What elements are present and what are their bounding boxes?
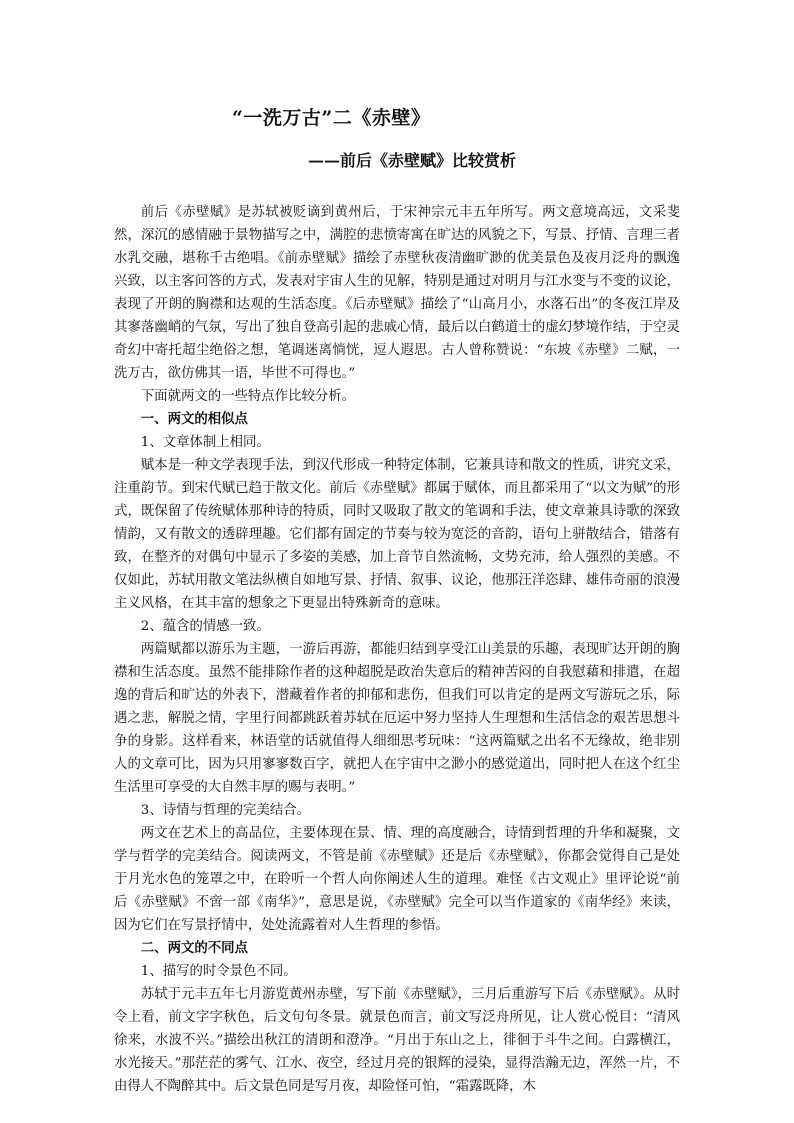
- subheading-emotion: 2、蕴含的情感一致。: [140, 619, 270, 634]
- subheading-genre: 1、文章体制上相同。: [140, 435, 270, 450]
- paragraph-poetry-philosophy: 两文在艺术上的高品位，主要体现在景、情、理的高度融合，诗情到哲理的升华和凝聚，文学与哲学的完美结合。阅读两文，不管是前《赤壁赋》还是后《赤壁赋》，你都会觉得自己是处于月光水色的笼罩之中，在聆听一个哲人向你阐述人生的道理。难怪《古文观止》里评论说“前后《赤壁赋》不啻一部《南华》”，意思是说，《赤壁赋》完全可以当作道家的《南华经》来读，因为它们在写景抒情中，处处流露着对人生哲理的参悟。: [114, 826, 680, 933]
- subheading-season: 1、描写的时令景色不同。: [140, 964, 297, 979]
- paragraph-genre: 赋本是一种文学表现手法，到汉代形成一种特定体制，它兼具诗和散文的性质，讲究文采，注重韵节。到宋代赋已趋于散文化。前后《赤壁赋》都属于赋体，而且都采用了“以文为赋”的形式，既保留了传统赋体那种诗的特质，同时又吸取了散文的笔调和手法，使文章兼具诗歌的深致情韵，又有散文的透辟理趣。它们都有固定的节奏与较为宽泛的音韵，语句上骈散结合，错落有致，在整齐的对偶句中显示了多姿的美感，加上音节自然流畅，文势充沛，给人强烈的美感。不仅如此，苏轼用散文笔法纵横自如地写景、抒情、叙事、议论，他那汪洋恣肆、雄伟奇丽的浪漫主义风格，在其丰富的想象之下更显出特殊新奇的意味。: [114, 458, 680, 611]
- document-subtitle: ——前后《赤壁赋》比较赏析: [308, 151, 517, 170]
- section-heading-differences: 二、两文的不同点: [140, 940, 248, 956]
- paragraph-transition: 下面就两文的一些特点作比较分析。: [140, 389, 356, 404]
- paragraph-intro: 前后《赤壁赋》是苏轼被贬谪到黄州后，于宋神宗元丰五年所写。两文意境高远，文采斐然，深沉的感情融于景物描写之中，满腔的悲愤寄寓在旷达的风貌之下，写景、抒情、言理三者水乳交融，堪称千古绝唱。《前赤壁赋》描绘了赤壁秋夜清幽旷渺的优美景色及夜月泛舟的飘逸兴致，以主客问答的方式，发表对宇宙人生的见解，特别是通过对明月与江水变与不变的议论，表现了开朗的胸襟和达观的生活态度。《后赤壁赋》描绘了“山高月小，水落石出”的冬夜江岸及其寥落幽峭的气氛，写出了独自登高引起的悲戚心情，最后以白鹤道士的虚幻梦境作结，于空灵奇幻中寄托超尘绝俗之想，笔调迷离惝恍，逗人遐思。古人曾称赞说：“东坡《赤壁》二赋，一洗万古，欲仿佛其一语，毕世不可得也。”: [114, 205, 680, 381]
- document-title: “一洗万古”二《赤壁》: [232, 107, 431, 129]
- document-body: [114, 201, 680, 1098]
- section-heading-similarities: 一、两文的相似点: [140, 411, 248, 427]
- paragraph-season: 苏轼于元丰五年七月游览黄州赤壁，写下前《赤壁赋》，三月后重游写下后《赤壁赋》。从时令上看，前文字字秋色，后文句句冬景。就景色而言，前文写泛舟所见，让人赏心悦目：“清风徐来，水波不兴。”描绘出秋江的清朗和澄净。“月出于东山之上，徘徊于斗牛之间。白露横江，水光接天。”那茫茫的雾气、江水、夜空，经过月亮的银辉的浸染，显得浩瀚无边，浑然一片，不由得人不陶醉其中。后文景色同是写月夜，却险怪可怕，“霜露既降，木: [114, 987, 680, 1094]
- paragraph-emotion: 两篇赋都以游乐为主题，一游后再游，都能归结到享受江山美景的乐趣，表现旷达开朗的胸襟和生活态度。虽然不能排除作者的这种超脱是政治失意后的精神苦闷的自我慰藉和排遣，在超逸的背后和旷达的外表下，潜藏着作者的抑郁和悲伤，但我们可以肯定的是两文写游玩之乐，际遇之悲，解脱之情，字里行间都跳跃着苏轼在厄运中努力坚持人生理想和生活信念的艰苦思想斗争的身影。这样看来，林语堂的话就值得人细细思考玩味：“这两篇赋之出名不无缘故，绝非别人的文章可比，因为只用寥寥数百字，就把人在宇宙中之渺小的感觉道出，同时把人在这个红尘生活里可享受的大自然丰厚的赐与表明。”: [114, 642, 680, 795]
- subheading-poetry-philosophy: 3、诗情与哲理的完美结合。: [140, 803, 311, 818]
